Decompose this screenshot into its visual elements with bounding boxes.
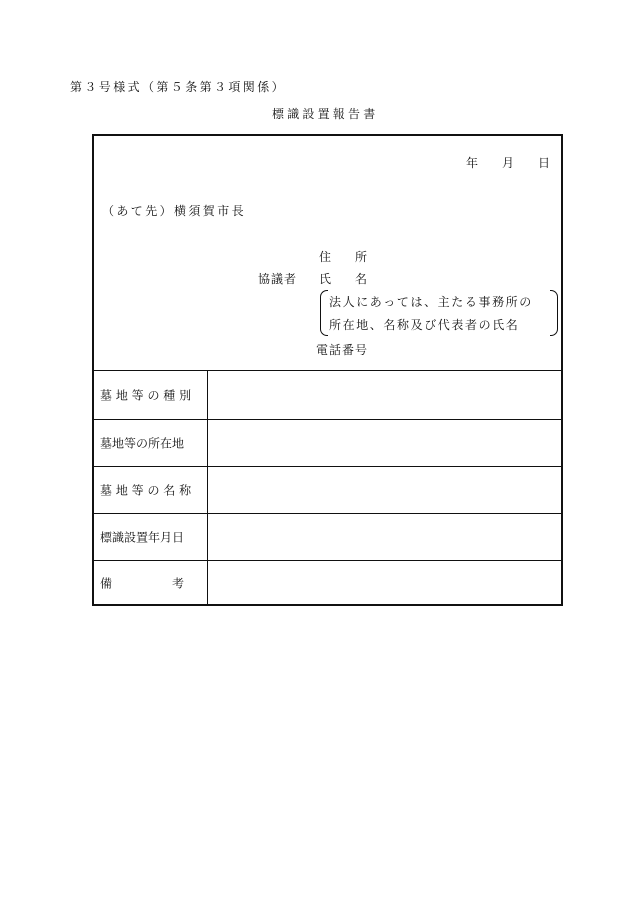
table-row bbox=[94, 371, 561, 420]
row-label-cell bbox=[94, 420, 208, 466]
reporter-section bbox=[94, 136, 561, 371]
table-row bbox=[94, 514, 561, 561]
cemetery-location-field[interactable] bbox=[209, 420, 561, 466]
addressee: （あて先）横須賀市長 bbox=[102, 204, 247, 218]
row-label-cell bbox=[94, 561, 208, 604]
address-label: 住 所 bbox=[319, 250, 368, 264]
right-bracket bbox=[550, 290, 558, 336]
name-label: 氏 名 bbox=[319, 272, 368, 286]
row-label-cell bbox=[94, 467, 208, 513]
cemetery-location-label: 墓地等の所在地 bbox=[100, 436, 185, 451]
sign-date-label: 標識設置年月日 bbox=[100, 530, 185, 545]
left-bracket bbox=[320, 290, 328, 336]
date-day: 日 bbox=[538, 156, 551, 170]
cemetery-name-label: 墓 地 等 の 名 称 bbox=[100, 483, 192, 498]
corporate-note bbox=[320, 290, 558, 336]
document-title: 標識設置報告書 bbox=[272, 107, 379, 121]
phone-label: 電話番号 bbox=[316, 343, 369, 357]
table-row bbox=[94, 561, 561, 604]
row-label-cell bbox=[94, 371, 208, 419]
form-number: 第３号様式（第５条第３項関係） bbox=[70, 80, 287, 94]
date-year: 年 bbox=[466, 156, 479, 170]
corporate-note-line2: 所在地、名称及び代表者の氏名 bbox=[329, 318, 520, 332]
report-form bbox=[92, 134, 563, 606]
reporter-label: 協議者 bbox=[258, 272, 298, 286]
date-month: 月 bbox=[502, 156, 515, 170]
table-row bbox=[94, 467, 561, 514]
cemetery-type-field[interactable] bbox=[209, 371, 561, 419]
remarks-label: 備 考 bbox=[100, 576, 185, 590]
remarks-field[interactable] bbox=[209, 561, 561, 604]
cemetery-type-label: 墓 地 等 の 種 別 bbox=[100, 388, 192, 403]
table-row bbox=[94, 420, 561, 467]
cemetery-name-field[interactable] bbox=[209, 467, 561, 513]
corporate-note-line1: 法人にあっては、主たる事務所の bbox=[329, 295, 533, 309]
sign-date-field[interactable] bbox=[209, 514, 561, 560]
date-line bbox=[466, 154, 550, 171]
row-label-cell bbox=[94, 514, 208, 560]
